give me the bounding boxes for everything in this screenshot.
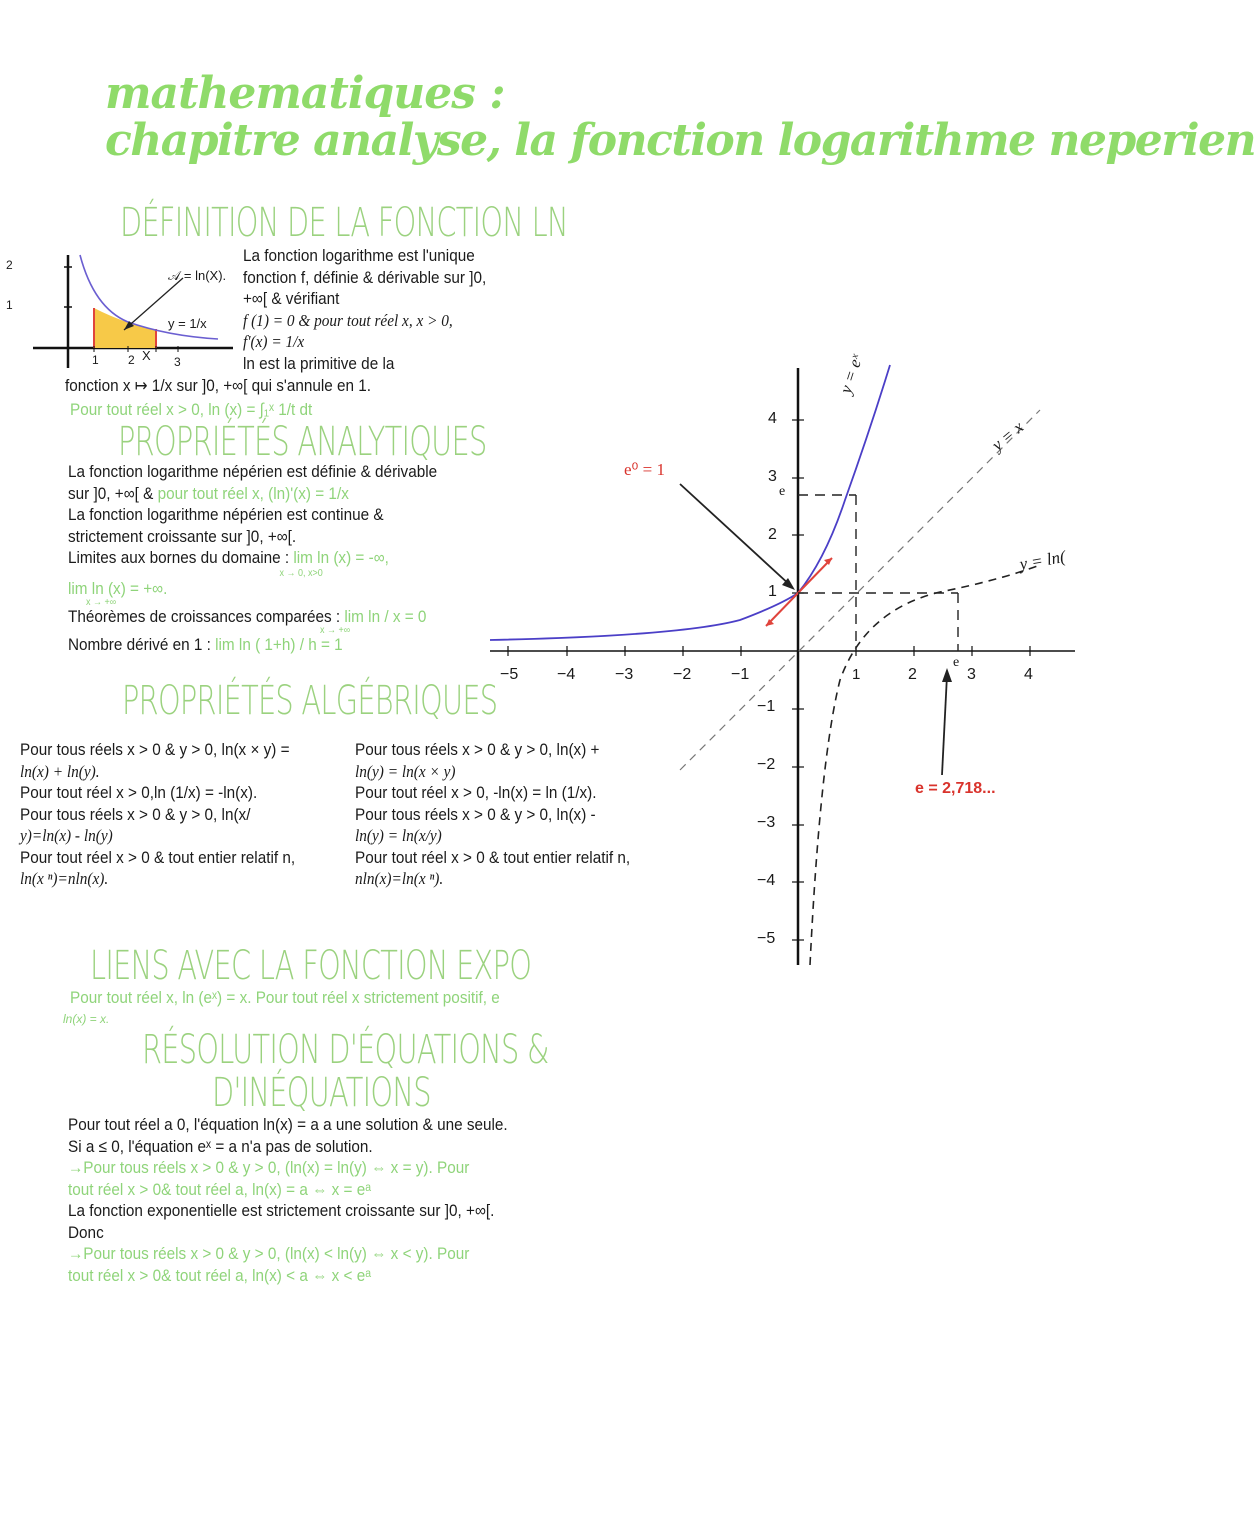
gy-tick-m4: −4	[757, 872, 776, 889]
ana-line-4: strictement croissante sur ]0, +∞[.	[68, 526, 297, 546]
gx-tick-2: 2	[908, 666, 917, 683]
x-tick-3: 3	[174, 355, 181, 369]
gy-tick-4: 4	[768, 410, 777, 427]
gy-tick-m3: −3	[757, 814, 776, 831]
gy-tick-2: 2	[768, 526, 777, 543]
ana-line-5-sub: x → 0, x>0	[279, 567, 323, 579]
def-line-3: +∞[ & vérifiant	[243, 289, 340, 308]
title-line-1: mathematiques :	[105, 68, 505, 119]
e-value-label: e = 2,718...	[915, 780, 996, 797]
ana-line-3: La fonction logarithme népérien est continue &	[68, 505, 384, 524]
alg-right-2: ln(y) = ln(x × y)	[355, 761, 456, 781]
analytic-heading: PROPRIÉTÉS ANALYTIQUES	[118, 419, 487, 465]
res-line-5: La fonction exponentielle est strictement croissante sur ]0, +∞[.	[68, 1201, 495, 1220]
gx-tick-m5: −5	[500, 666, 519, 683]
exp-ln-graph	[480, 360, 1080, 970]
def-line-2: fonction f, définie & dérivable sur ]0,	[243, 267, 487, 287]
x-tick-2: 2	[128, 353, 135, 367]
resolution-heading-1: RÉSOLUTION D'ÉQUATIONS &	[142, 1027, 549, 1073]
ana-line-6-sub: x → +∞	[86, 597, 117, 608]
gx-tick-m2: −2	[673, 666, 692, 683]
title-line-2: chapitre analyse, la fonction logarithme neperien	[105, 115, 1255, 166]
res-line-1: Pour tout réel a 0, l'équation ln(x) = a a une solution & une seule.	[68, 1115, 508, 1134]
def-line-4: f (1) = 0 & pour tout réel x, x > 0,	[243, 310, 453, 330]
gx-tick-1: 1	[852, 666, 861, 683]
alg-left-2: ln(x) + ln(y).	[20, 761, 100, 781]
res-line-2: Si a ≤ 0, l'équation eˣ = a n'a pas de solution.	[68, 1136, 373, 1156]
algebraic-left	[20, 739, 326, 890]
ana-line-8: Nombre dérivé en 1 : lim ln ( 1+h) / h = 1	[68, 634, 343, 654]
resolution-heading-2: D'INÉQUATIONS	[212, 1070, 431, 1116]
def-line-6: ln est la primitive de la	[243, 353, 395, 373]
gy-tick-m1: −1	[757, 698, 776, 715]
e0-label: e⁰ = 1	[624, 460, 665, 479]
y-tick-2: 2	[6, 258, 13, 272]
alg-left-1: Pour tous réels x > 0 & y > 0, ln(x × y) =	[20, 740, 290, 759]
alg-left-6: Pour tout réel x > 0 & tout entier relatif n,	[20, 847, 296, 867]
algebraic-heading: PROPRIÉTÉS ALGÉBRIQUES	[122, 678, 498, 724]
curve-label: y = 1/x	[168, 316, 207, 331]
expo-line-2: ln(x) = x.	[63, 1012, 110, 1026]
definition-text	[243, 245, 533, 374]
expo-heading: LIENS AVEC LA FONCTION EXPO	[90, 943, 532, 989]
ana-line-1: La fonction logarithme népérien est définie & dérivable	[68, 462, 438, 481]
ana-line-7-sub: x → +∞	[320, 624, 351, 636]
gx-tick-3: 3	[967, 666, 976, 683]
ana-line-5: Limites aux bornes du domaine : lim ln (x) = -∞,	[68, 548, 389, 567]
gx-e-label: e	[953, 655, 960, 670]
gy-e-label: e	[779, 484, 786, 499]
res-line-6: Donc	[68, 1222, 104, 1242]
def-line-1: La fonction logarithme est l'unique	[243, 246, 475, 265]
res-line-4: tout réel x > 0& tout réel a, ln(x) = a ⇔ x = eᵃ	[68, 1179, 371, 1199]
alg-right-3: Pour tout réel x > 0, -ln(x) = ln (1/x).	[355, 783, 597, 802]
exp-curve-label: y = eˣ	[836, 352, 867, 396]
alg-right-4: Pour tous réels x > 0 & y > 0, ln(x) -	[355, 804, 596, 824]
expo-line-1: Pour tout réel x, ln (eˣ) = x. Pour tout réel x strictement positif, e	[70, 988, 500, 1007]
alg-right-5: ln(y) = ln(x/y)	[355, 826, 442, 845]
y-tick-1: 1	[6, 298, 13, 312]
gy-tick-3: 3	[768, 468, 777, 485]
alg-right-1: Pour tous réels x > 0 & y > 0, ln(x) +	[355, 740, 600, 759]
res-line-8: tout réel x > 0& tout réel a, ln(x) < a ⇔ x < eᵃ	[68, 1265, 371, 1285]
resolution-text	[68, 1114, 536, 1286]
gx-tick-m1: −1	[731, 666, 750, 683]
ana-line-2: sur ]0, +∞[ & pour tout réel x, (ln)'(x) = 1/x	[68, 483, 349, 503]
identity-label: y = x	[988, 417, 1028, 455]
def-line-7: fonction x ↦ 1/x sur ]0, +∞[ qui s'annule en 1.	[65, 376, 372, 395]
gx-tick-m3: −3	[615, 666, 634, 683]
ana-line-6: lim ln (x) = +∞.	[68, 578, 168, 598]
gx-tick-m4: −4	[557, 666, 576, 683]
def-line-5: f'(x) = 1/x	[243, 332, 305, 351]
res-line-3: →Pour tous réels x > 0 & y > 0, (ln(x) = ln(y) ⇔ x = y). Pour	[68, 1158, 470, 1177]
res-line-7: →Pour tous réels x > 0 & y > 0, (ln(x) < ln(y) ⇔ x < y). Pour	[68, 1244, 470, 1263]
alg-left-3: Pour tout réel x > 0,ln (1/x) = -ln(x).	[20, 783, 258, 802]
analytic-text	[68, 461, 478, 655]
def-line-8: Pour tout réel x > 0, ln (x) = ∫₁ˣ 1/t dt	[70, 400, 313, 419]
alg-left-5: y)=ln(x) - ln(y)	[20, 826, 113, 845]
x-tick-1: 1	[92, 353, 99, 367]
area-label: 𝒜 = ln(X).	[168, 268, 227, 283]
alg-right-7: nln(x)=ln(x ⁿ).	[355, 869, 444, 888]
gy-tick-1: 1	[768, 583, 777, 600]
alg-right-6: Pour tout réel x > 0 & tout entier relatif n,	[355, 847, 631, 867]
gx-tick-4: 4	[1024, 666, 1033, 683]
definition-heading: DÉFINITION DE LA FONCTION LN	[120, 200, 568, 246]
ln-curve-label: y = ln(	[1018, 546, 1068, 574]
gy-tick-m2: −2	[757, 756, 776, 773]
ana-line-7: Théorèmes de croissances comparées : lim ln / x = 0	[68, 607, 427, 626]
gy-tick-m5: −5	[757, 930, 776, 947]
alg-left-4: Pour tous réels x > 0 & y > 0, ln(x/	[20, 804, 251, 824]
x-tick-X: X	[142, 348, 151, 363]
alg-left-7: ln(x ⁿ)=nln(x).	[20, 869, 109, 888]
